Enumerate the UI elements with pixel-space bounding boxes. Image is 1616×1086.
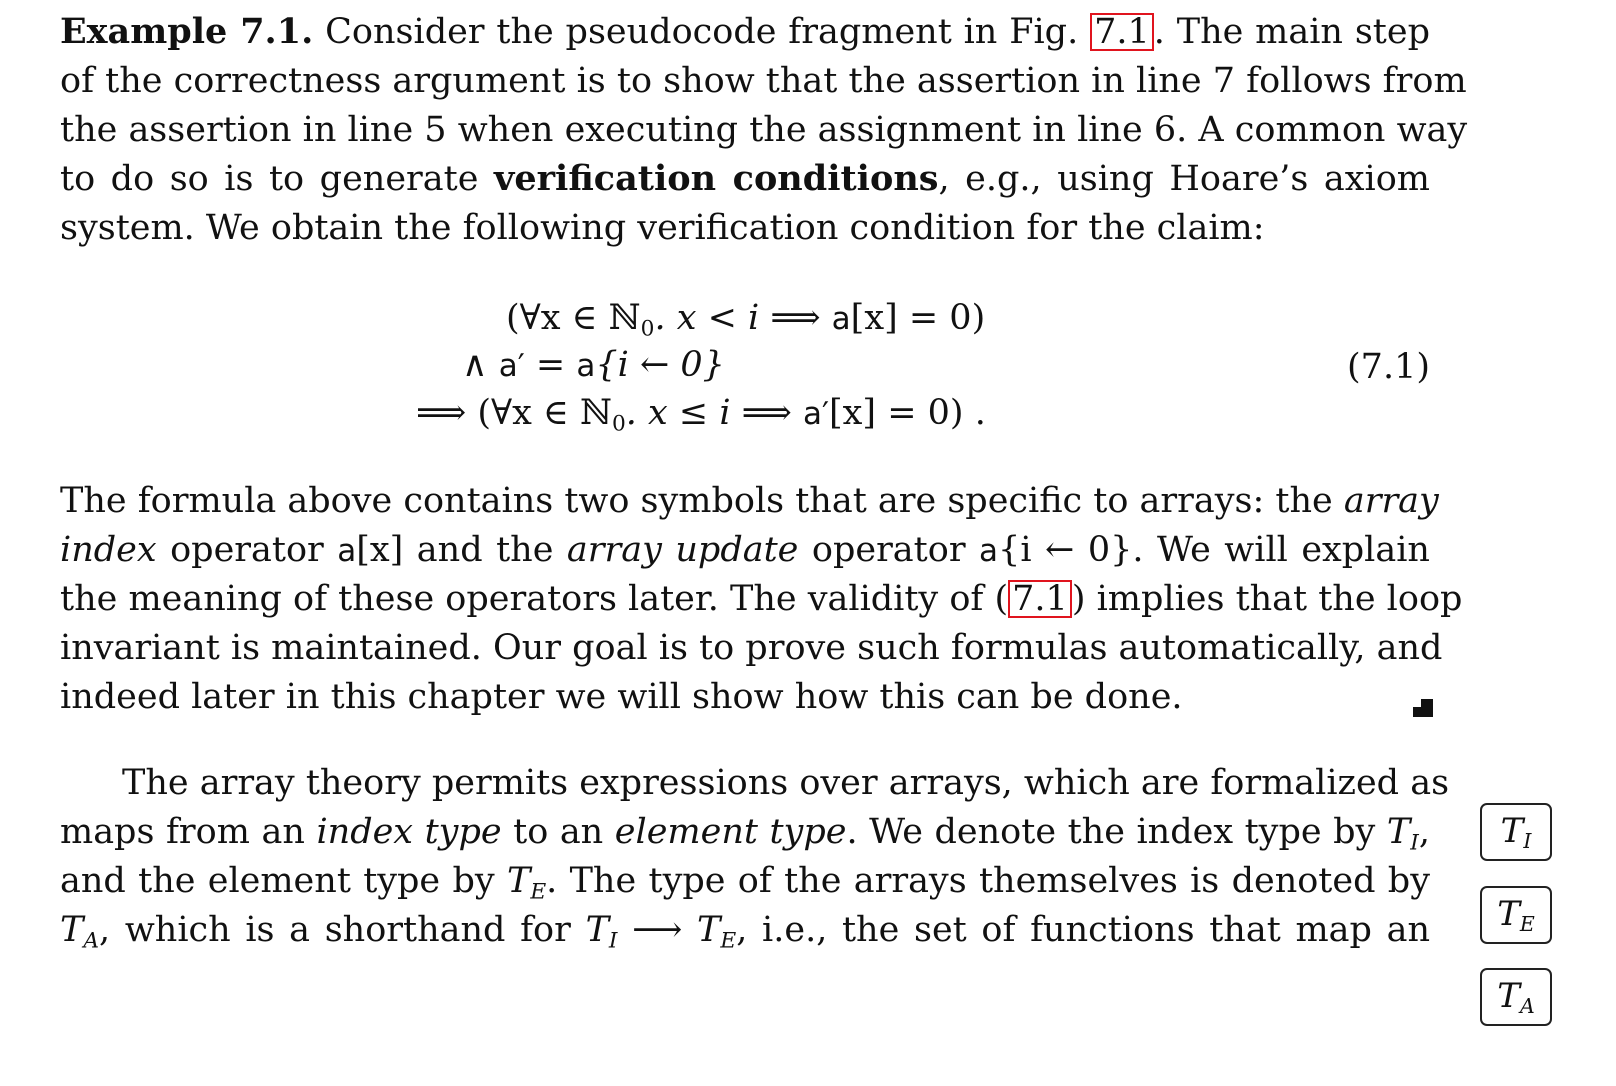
example-line-2: of the correctness argument is to show that the assertion in line 7 follows from: [60, 61, 1467, 101]
para2-line-3: [60, 579, 1463, 619]
para2-line-5: indeed later in this chapter we will show how this can be done.: [60, 677, 1183, 717]
math-array: a: [337, 533, 357, 569]
math: ∧: [462, 345, 499, 385]
math: . x ≤ i ⟹: [625, 393, 803, 433]
text: maps from an: [60, 812, 305, 852]
para3-line-1: The array theory permits expressions over arrays, which are formalized as: [122, 763, 1450, 803]
text: The main step: [1176, 12, 1430, 52]
math: [x] = 0): [850, 298, 986, 338]
math: (∀x ∈ ℕ: [506, 298, 641, 338]
equation-ref-link[interactable]: 7.1: [1008, 580, 1072, 618]
para2-line-4: invariant is maintained. Our goal is to prove such formulas automatically, and: [60, 628, 1443, 668]
text: to an: [513, 812, 604, 852]
text: , i.e., the set of functions that map an: [736, 910, 1430, 950]
equation-row-3: [416, 393, 986, 437]
example-line-3: the assertion in line 5 when executing the assignment in line 6. A common way: [60, 110, 1468, 150]
equation-row-2: [462, 345, 725, 386]
example-line-5: system. We obtain the following verification condition for the claim:: [60, 208, 1265, 248]
math-array: a′: [802, 396, 830, 432]
text: , e.g., using Hoare’s axiom: [938, 159, 1430, 199]
margin-note-TE[interactable]: $T_E$: [1480, 886, 1552, 944]
text: Consider the pseudocode fragment in Fig.: [325, 12, 1079, 52]
equation-row-1: [506, 298, 986, 342]
math: (∀x ∈ ℕ: [477, 393, 612, 433]
para3-line-2: maps from an index type to an element type. We denote the index type by $T_I$,: [60, 812, 1430, 856]
emphasis: index: [60, 530, 157, 570]
math-sub: 0: [640, 316, 655, 342]
type-TI: $T_I$: [585, 910, 618, 954]
math-sub: 0: [611, 411, 626, 437]
para2-line-1: [60, 481, 1439, 521]
math: . x < i ⟹: [654, 298, 832, 338]
text: The formula above contains two symbols that are specific to arrays: the: [60, 481, 1333, 521]
math: [x] = 0) .: [829, 393, 986, 433]
text: operator: [170, 530, 324, 570]
example-line-4: [60, 159, 1430, 199]
example-line-1: Example 7.1. Consider the pseudocode fragment in Fig. 7.1 . The main step: [60, 11, 1430, 52]
emphasis: element type: [614, 812, 847, 852]
example-label: Example 7.1.: [60, 11, 314, 52]
emphasis: array: [1343, 481, 1439, 521]
type-TI: $T_I$: [1386, 812, 1419, 856]
text: {i ← 0}. We will explain: [998, 530, 1430, 570]
margin-note-TA[interactable]: $T_A$: [1480, 968, 1552, 1026]
para2-line-2: [60, 530, 1430, 571]
text: the meaning of these operators later. The validity of (: [60, 579, 1009, 619]
para3-line-4: [60, 910, 1430, 954]
text: operator: [811, 530, 966, 570]
type-TE: $T_E$: [506, 861, 547, 905]
margin-note-TI[interactable]: $T_I$: [1480, 803, 1552, 861]
math: =: [524, 345, 577, 385]
equation-number: (7.1): [1347, 347, 1430, 387]
math-arrow: ⟶: [617, 910, 698, 950]
math: {i ← 0}: [595, 345, 725, 385]
type-TE: $T_E$: [697, 910, 737, 954]
text: . We denote the index type by: [846, 812, 1376, 852]
math-array: a: [831, 301, 851, 337]
text: ) implies that the loop: [1071, 579, 1463, 619]
math-array: a′: [498, 348, 525, 384]
text: and the element type by: [60, 861, 495, 901]
math-array: a: [979, 533, 999, 569]
math: ⟹: [416, 393, 478, 433]
emphasis: index type: [316, 812, 502, 852]
text: to do so is to generate: [60, 159, 479, 199]
text: , which is a shorthand for: [99, 910, 571, 950]
figure-ref-link[interactable]: 7.1: [1090, 13, 1154, 51]
text: . The type of the arrays themselves is denoted by: [546, 861, 1430, 901]
para3-line-3: [60, 861, 1430, 905]
term-verification-conditions: verification conditions: [494, 158, 939, 199]
text: [x] and the: [356, 530, 554, 570]
qed-symbol: [1413, 699, 1433, 717]
emphasis: array update: [566, 530, 799, 570]
math-array: a: [576, 348, 596, 384]
type-TA: $T_A$: [60, 910, 100, 954]
